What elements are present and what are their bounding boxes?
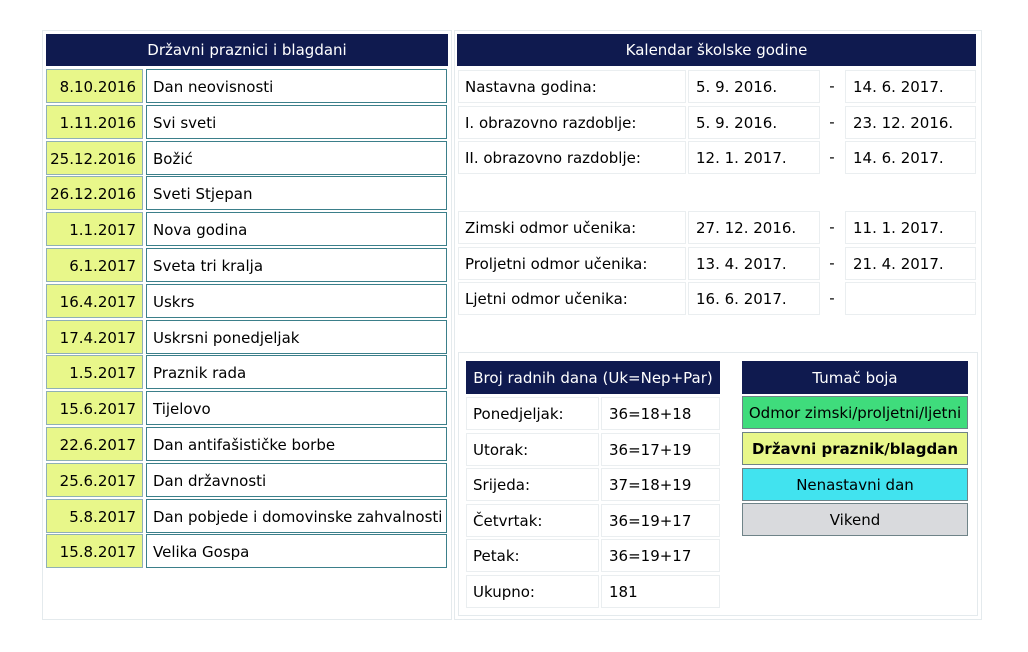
calendar-row-from: 16. 6. 2017.	[688, 282, 820, 315]
holiday-name: Velika Gospa	[146, 534, 447, 568]
calendar-row-dash: -	[829, 289, 835, 307]
legend-item: Vikend	[742, 503, 968, 536]
holiday-name: Dan pobjede i domovinske zahvalnosti	[146, 499, 447, 533]
legend-title: Tumač boja	[742, 361, 968, 394]
holiday-name: Nova godina	[146, 212, 447, 246]
calendar-row-dash: -	[829, 77, 835, 95]
holiday-name: Uskrs	[146, 284, 447, 318]
calendar-row-label: II. obrazovno razdoblje:	[458, 141, 686, 174]
calendar-row-dash: -	[829, 254, 835, 272]
holiday-date: 8.10.2016	[46, 69, 143, 103]
holiday-date: 15.6.2017	[46, 391, 143, 425]
workdays-day: Četvrtak:	[466, 504, 599, 537]
holiday-name: Uskrsni ponedjeljak	[146, 320, 447, 354]
legend-item: Državni praznik/blagdan	[742, 432, 968, 465]
holiday-date: 1.1.2017	[46, 212, 143, 246]
workdays-day: Ukupno:	[466, 575, 599, 608]
holiday-name: Božić	[146, 141, 447, 175]
holiday-name: Tijelovo	[146, 391, 447, 425]
calendar-row-to: 21. 4. 2017.	[845, 247, 976, 280]
holiday-date: 17.4.2017	[46, 320, 143, 354]
workdays-value: 181	[601, 575, 720, 608]
calendar-row-dash: -	[829, 218, 835, 236]
workdays-day: Ponedjeljak:	[466, 397, 599, 430]
holidays-title: Državni praznici i blagdani	[46, 34, 448, 66]
calendar-row-from: 13. 4. 2017.	[688, 247, 820, 280]
calendar-row-from: 5. 9. 2016.	[688, 70, 820, 103]
holiday-date: 25.6.2017	[46, 463, 143, 497]
calendar-row-dash: -	[829, 113, 835, 131]
calendar-row-label: Zimski odmor učenika:	[458, 211, 686, 244]
calendar-row-to	[845, 282, 976, 315]
workdays-value: 36=19+17	[601, 539, 720, 572]
legend-item: Nenastavni dan	[742, 468, 968, 501]
holiday-name: Praznik rada	[146, 355, 447, 389]
holiday-date: 6.1.2017	[46, 248, 143, 282]
calendar-row-to: 23. 12. 2016.	[845, 106, 976, 139]
holiday-name: Dan antifašističke borbe	[146, 427, 447, 461]
calendar-row-label: Nastavna godina:	[458, 70, 686, 103]
calendar-row-from: 5. 9. 2016.	[688, 106, 820, 139]
calendar-row-label: I. obrazovno razdoblje:	[458, 106, 686, 139]
workdays-title: Broj radnih dana (Uk=Nep+Par)	[466, 361, 720, 394]
holiday-date: 16.4.2017	[46, 284, 143, 318]
calendar-row-dash: -	[829, 148, 835, 166]
workdays-value: 36=17+19	[601, 433, 720, 466]
calendar-title: Kalendar školske godine	[457, 34, 976, 66]
workdays-day: Srijeda:	[466, 468, 599, 501]
workdays-day: Utorak:	[466, 433, 599, 466]
calendar-row-to: 11. 1. 2017.	[845, 211, 976, 244]
holiday-date: 15.8.2017	[46, 534, 143, 568]
workdays-value: 37=18+19	[601, 468, 720, 501]
legend-item: Odmor zimski/proljetni/ljetni	[742, 396, 968, 429]
workdays-value: 36=18+18	[601, 397, 720, 430]
holiday-date: 1.11.2016	[46, 105, 143, 139]
holiday-date: 26.12.2016	[46, 176, 143, 210]
calendar-row-to: 14. 6. 2017.	[845, 141, 976, 174]
calendar-row-label: Proljetni odmor učenika:	[458, 247, 686, 280]
holiday-name: Dan neovisnosti	[146, 69, 447, 103]
workdays-value: 36=19+17	[601, 504, 720, 537]
holiday-date: 25.12.2016	[46, 141, 143, 175]
calendar-row-from: 27. 12. 2016.	[688, 211, 820, 244]
calendar-row-to: 14. 6. 2017.	[845, 70, 976, 103]
holiday-date: 1.5.2017	[46, 355, 143, 389]
holiday-name: Dan državnosti	[146, 463, 447, 497]
workdays-day: Petak:	[466, 539, 599, 572]
holiday-date: 5.8.2017	[46, 499, 143, 533]
holiday-name: Svi sveti	[146, 105, 447, 139]
holiday-date: 22.6.2017	[46, 427, 143, 461]
holiday-name: Sveta tri kralja	[146, 248, 447, 282]
calendar-row-label: Ljetni odmor učenika:	[458, 282, 686, 315]
calendar-row-from: 12. 1. 2017.	[688, 141, 820, 174]
holiday-name: Sveti Stjepan	[146, 176, 447, 210]
